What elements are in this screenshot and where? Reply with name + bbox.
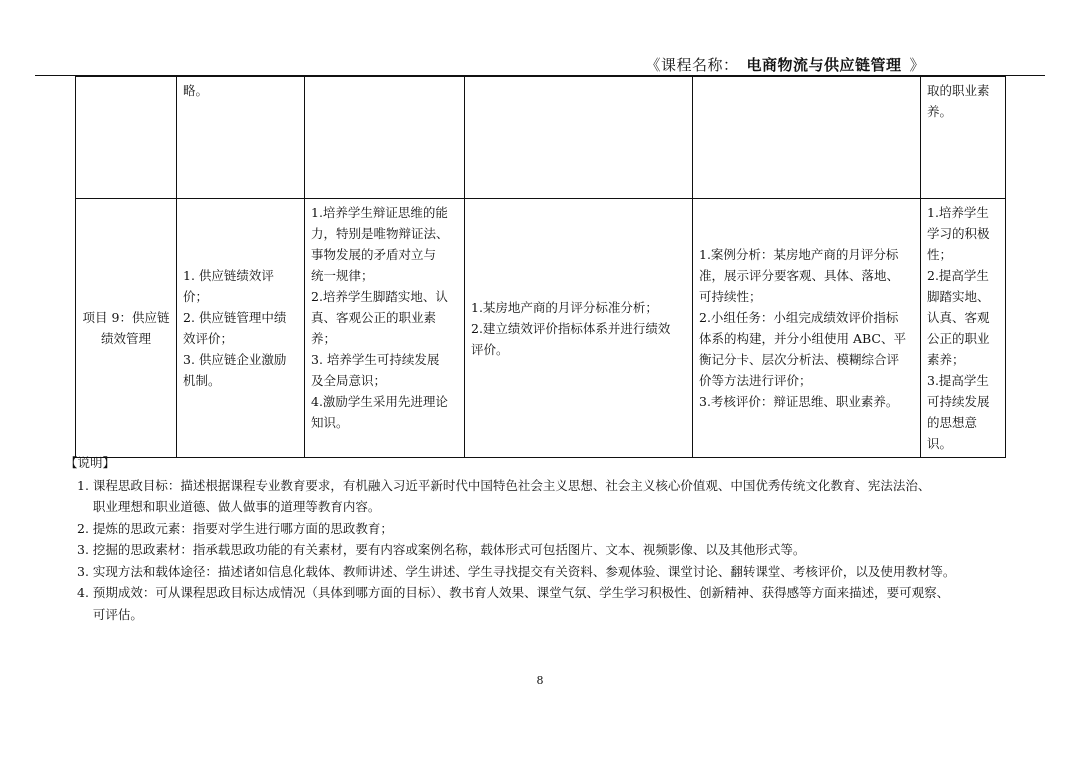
notes-title: 【说明】	[65, 455, 116, 470]
table-cell	[177, 199, 305, 458]
table-cell	[465, 199, 693, 458]
course-title-suffix: 》	[909, 56, 925, 74]
notes-section	[65, 452, 1025, 625]
table-cell	[305, 199, 465, 458]
course-title	[645, 54, 925, 76]
cell-outcome: 取的职业素 养。	[927, 83, 990, 119]
course-table	[75, 76, 1006, 458]
implementation-methods: 1.案例分析：某房地产商的月评分标 准，展示评分要客观、具体、落地、 可持续性； 2.小组任务：小组完成绩效评价指标 体系的构建，并分小组使用 ABC、平 衡记分卡、层次分析法、模糊综合评 价等方法进行评价； 3.考核评价：辩证思维、职业素养。	[699, 247, 906, 409]
course-title-prefix: 《课程名称：	[645, 56, 739, 74]
project-name: 项目 9：供应链 绩效管理	[82, 310, 170, 346]
page-number: 8	[536, 674, 544, 687]
table-cell	[921, 199, 1006, 458]
table-cell	[921, 77, 1006, 199]
table-cell	[76, 77, 177, 199]
course-name: 电商物流与供应链管理	[738, 54, 909, 76]
notes-item: 3. 挖掘的思政素材：指承载思政功能的有关素材，要有内容或案例名称，载体形式可包括图片、文本、视频影像、以及其他形式等。	[77, 542, 806, 557]
notes-item: 4. 预期成效：可从课程思政目标达成情况（具体到哪方面的目标）、教书育人效果、课堂气氛、学生学习积极性、创新精神、获得感等方面来描述，要可观察、 可评估。	[77, 585, 950, 622]
table-cell	[693, 199, 921, 458]
table-cell	[465, 77, 693, 199]
teaching-content: 1. 供应链绩效评 价； 2. 供应链管理中绩 效评价； 3. 供应链企业激励 机制。	[183, 268, 287, 388]
expected-outcomes: 1.培养学生 学习的积极 性； 2.提高学生 脚踏实地、 认真、客观 公正的职业 素养； 3.提高学生 可持续发展 的思想意 识。	[927, 205, 990, 451]
table-cell	[76, 199, 177, 458]
notes-item: 1. 课程思政目标：描述根据课程专业教育要求，有机融入习近平新时代中国特色社会主义思想、社会主义核心价值观、中国优秀传统文化教育、宪法法治、 职业理想和职业道德、做人做事的道理等教育内容。	[77, 477, 931, 514]
table-cell	[693, 77, 921, 199]
notes-item: 2. 提炼的思政元素：指要对学生进行哪方面的思政教育；	[77, 520, 393, 536]
notes-item: 3. 实现方法和载体途径：描述诸如信息化载体、教师讲述、学生讲述、学生寻找提交有关资料、参观体验、课堂讨论、翻转课堂、考核评价，以及使用教材等。	[77, 563, 956, 579]
cell-content-summary: 略。	[183, 83, 209, 98]
ideology-goals: 1.培养学生辩证思维的能 力，特别是唯物辩证法、 事物发展的矛盾对立与 统一规律； 2.培养学生脚踏实地、认 真、客观公正的职业素 养； 3. 培养学生可持续发展 及全局意识； 4.激励学生采用先进理论 知识。	[311, 205, 449, 430]
table-cell	[305, 77, 465, 199]
table-row	[76, 77, 1006, 199]
table-cell	[177, 77, 305, 199]
table-row	[76, 199, 1006, 458]
ideology-materials: 1.某房地产商的月评分标准分析； 2.建立绩效评价指标体系并进行绩效 评价。	[471, 299, 671, 357]
